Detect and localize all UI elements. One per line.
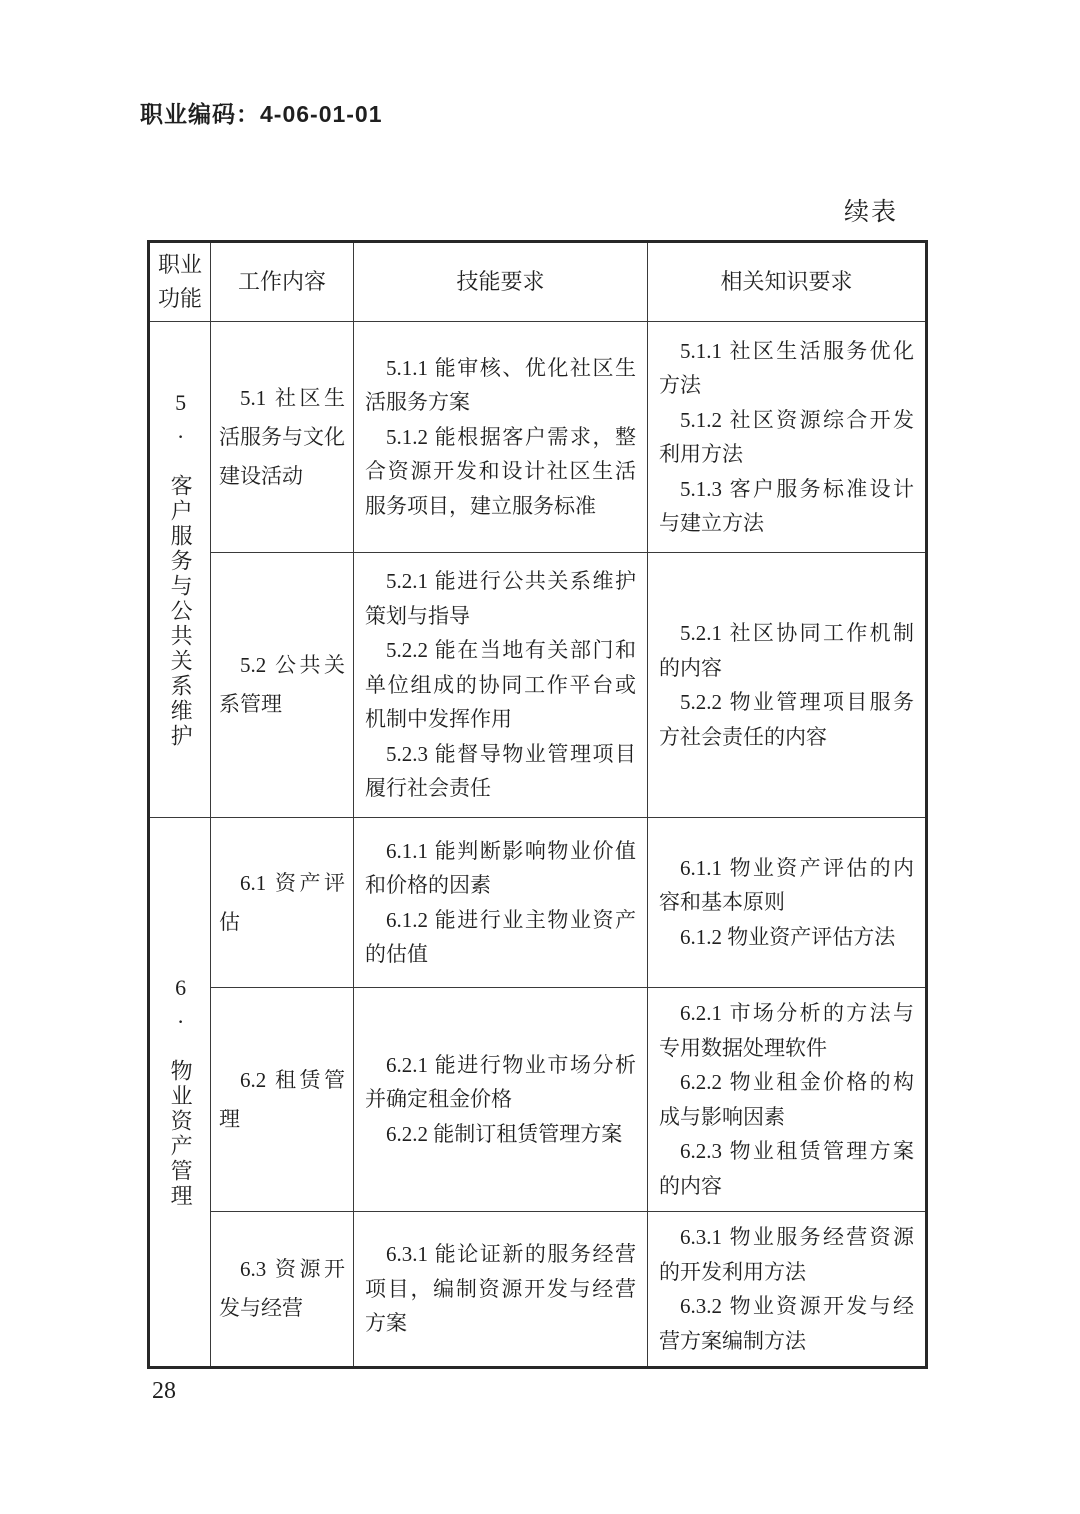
work-content-text: 5.2 公共关系管理 xyxy=(219,653,345,716)
table-row xyxy=(149,818,927,988)
knowledge-item: 5.1.2 社区资源综合开发利用方法 xyxy=(659,407,914,466)
work-content-cell xyxy=(211,818,354,988)
table-row xyxy=(149,553,927,818)
knowledge-cell xyxy=(648,553,927,818)
knowledge-item: 6.3.2 物业资源开发与经营方案编制方法 xyxy=(659,1294,914,1353)
knowledge-item: 5.1.1 社区生活服务优化方法 xyxy=(659,338,914,397)
knowledge-item: 6.3.1 物业服务经营资源的开发利用方法 xyxy=(659,1225,914,1284)
requirements-table xyxy=(147,240,928,1369)
skills-cell xyxy=(354,988,648,1212)
function-cell xyxy=(149,322,211,818)
skill-item: 6.1.2 能进行业主物业资产的估值 xyxy=(365,907,636,966)
knowledge-item: 5.2.1 社区协同工作机制的内容 xyxy=(659,621,914,680)
function-label: 6. 物业资产管理 xyxy=(168,975,194,1209)
work-content-text: 6.3 资源开发与经营 xyxy=(219,1257,345,1320)
work-content-cell xyxy=(211,322,354,553)
function-cell xyxy=(149,818,211,1368)
skill-item: 6.2.2 能制订租赁管理方案 xyxy=(386,1121,623,1146)
table-row xyxy=(149,1212,927,1368)
table-row xyxy=(149,322,927,553)
skill-item: 6.3.1 能论证新的服务经营项目，编制资源开发与经营方案 xyxy=(365,1242,636,1336)
skills-cell xyxy=(354,818,648,988)
skill-item: 5.1.1 能审核、优化社区生活服务方案 xyxy=(365,355,636,415)
skill-item: 5.1.2 能根据客户需求，整合资源开发和设计社区生活服务项目，建立服务标准 xyxy=(365,424,636,518)
continued-table-label: 续表 xyxy=(843,199,898,226)
skills-cell xyxy=(354,553,648,818)
knowledge-cell xyxy=(648,988,927,1212)
knowledge-item: 5.2.2 物业管理项目服务方社会责任的内容 xyxy=(659,690,914,749)
col-header-function: 职业功能 xyxy=(149,242,211,322)
work-content-text: 6.1 资产评估 xyxy=(219,870,345,934)
header-row xyxy=(149,242,927,322)
function-label: 5. 客户服务与公共关系维护 xyxy=(168,390,194,749)
knowledge-item: 6.2.1 市场分析的方法与专用数据处理软件 xyxy=(659,1001,914,1060)
knowledge-cell xyxy=(648,322,927,553)
knowledge-item: 6.2.2 物业租金价格的构成与影响因素 xyxy=(659,1070,914,1129)
skills-cell xyxy=(354,322,648,553)
col-header-skills: 技能要求 xyxy=(354,242,648,322)
knowledge-item: 6.2.3 物业租赁管理方案的内容 xyxy=(659,1139,914,1198)
work-content-cell xyxy=(211,988,354,1212)
knowledge-item: 6.1.1 物业资产评估的内容和基本原则 xyxy=(659,855,914,915)
knowledge-cell xyxy=(648,818,927,988)
occupation-code: 职业编码：4-06-01-01 xyxy=(140,101,383,127)
skill-item: 5.2.3 能督导物业管理项目履行社会责任 xyxy=(365,741,636,801)
table-row xyxy=(149,988,927,1212)
skill-item: 5.2.1 能进行公共关系维护策划与指导 xyxy=(365,569,636,628)
work-content-cell xyxy=(211,553,354,818)
table-header xyxy=(149,242,927,322)
skill-item: 5.2.2 能在当地有关部门和单位组成的协同工作平台或机制中发挥作用 xyxy=(365,638,636,732)
col-header-knowledge: 相关知识要求 xyxy=(648,242,927,322)
knowledge-cell xyxy=(648,1212,927,1368)
work-content-cell xyxy=(211,1212,354,1368)
work-content-text: 5.1 社区生活服务与文化建设活动 xyxy=(219,385,345,488)
knowledge-item: 5.1.3 客户服务标准设计与建立方法 xyxy=(659,476,914,535)
work-content-text: 6.2 租赁管理 xyxy=(219,1067,345,1131)
table-body xyxy=(149,322,927,1368)
skill-item: 6.1.1 能判断影响物业价值和价格的因素 xyxy=(365,838,636,897)
skill-item: 6.2.1 能进行物业市场分析并确定租金价格 xyxy=(365,1052,636,1112)
page-number: 28 xyxy=(152,1378,176,1404)
col-header-work: 工作内容 xyxy=(211,242,354,322)
skills-cell xyxy=(354,1212,648,1368)
knowledge-item: 6.1.2 物业资产评估方法 xyxy=(680,924,896,949)
